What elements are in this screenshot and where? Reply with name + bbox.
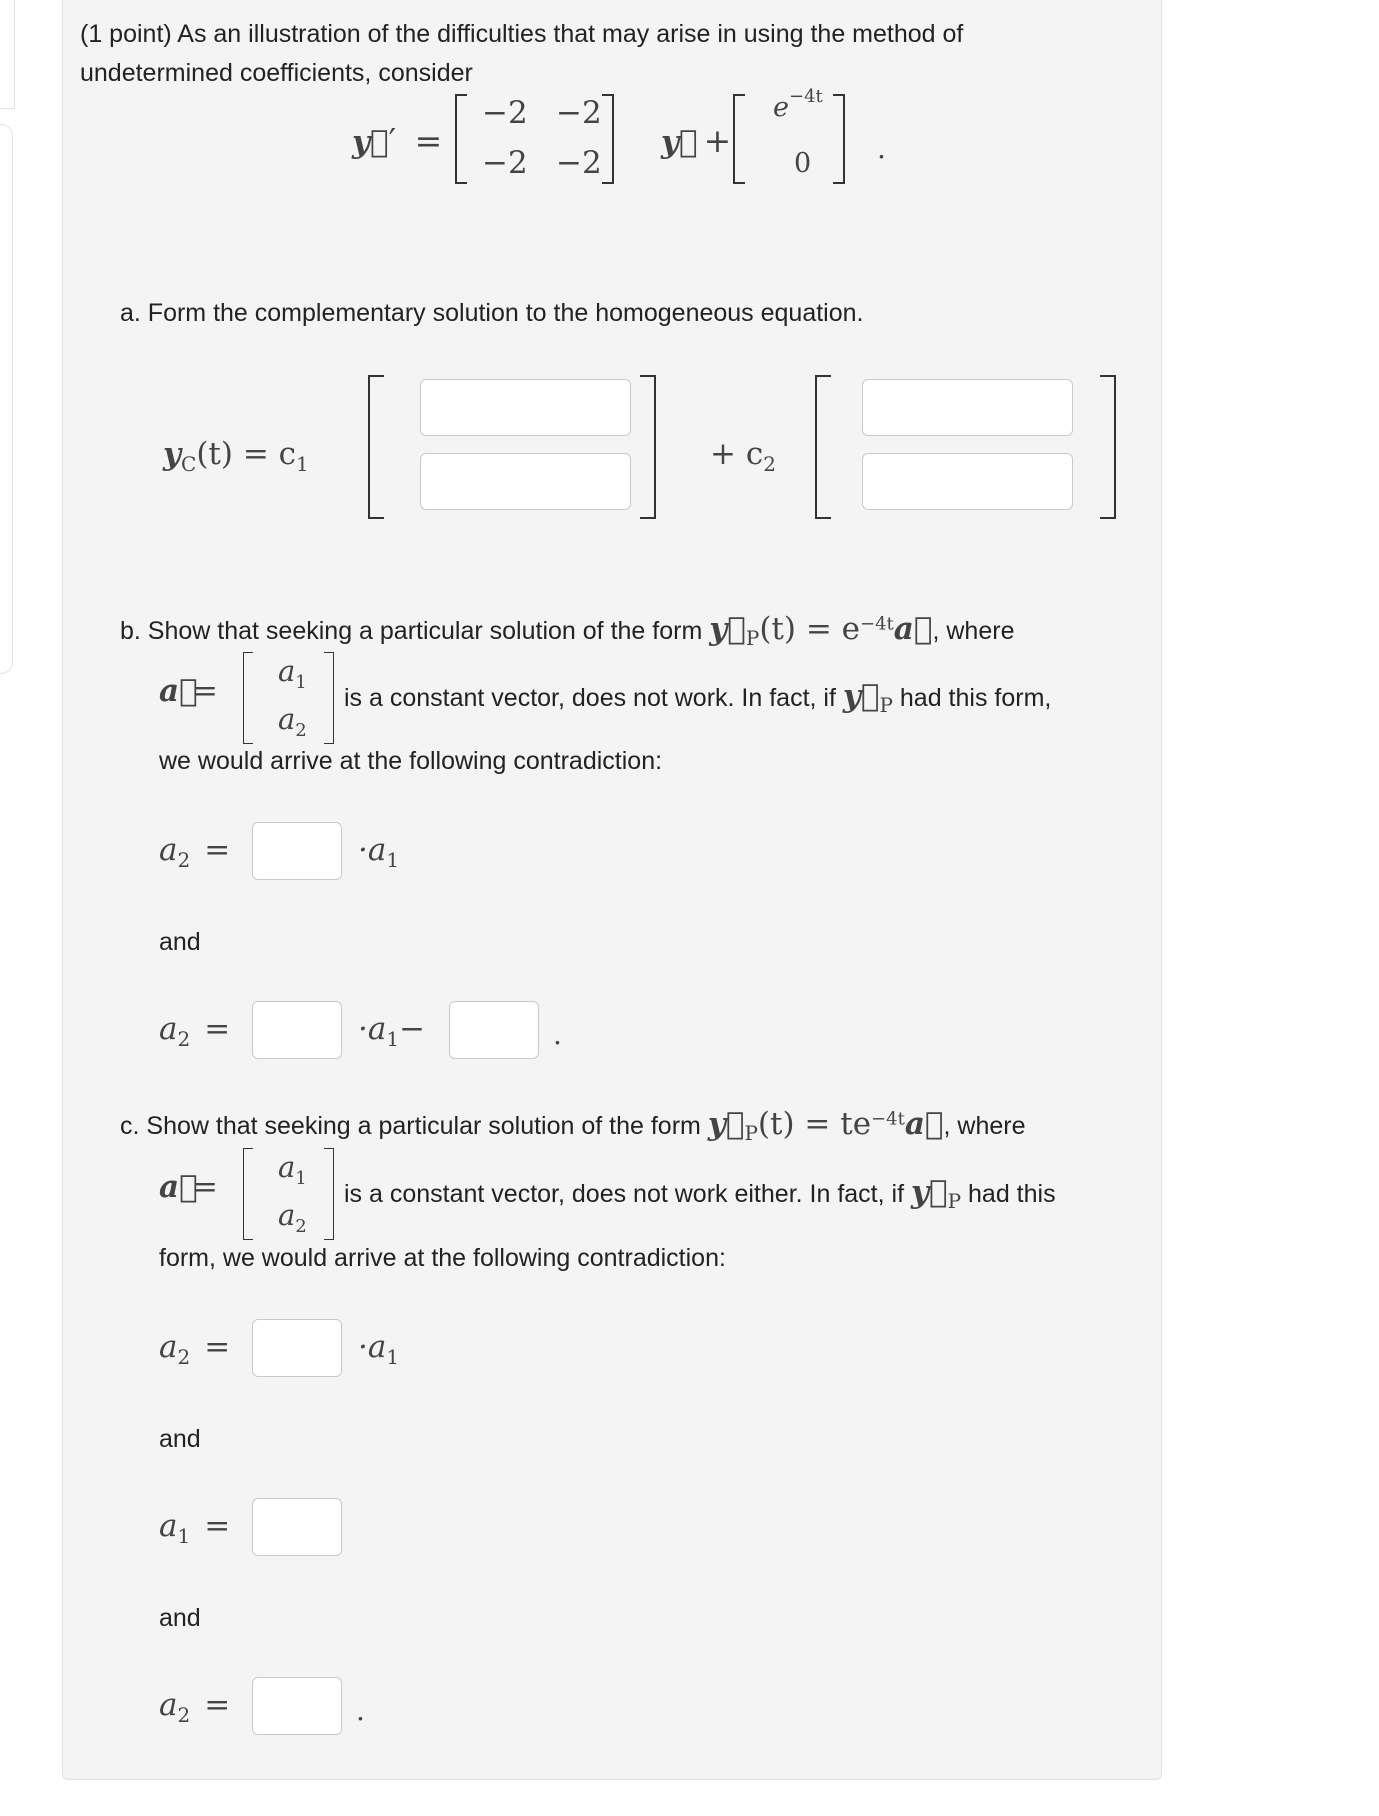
part-c-a-right-bracket [324,1148,334,1240]
vector2-left-bracket [815,375,831,519]
vector2-right-bracket [1100,375,1116,519]
part-b-eq2-const-input[interactable] [449,1001,539,1059]
part-c-eq1-rhs: $\cdot a_1$ [358,1329,400,1370]
part-b-vec-a: a⃗ [159,673,198,709]
forcing-exponent: −4t [788,86,823,107]
part-c-eq3-value-input[interactable] [252,1677,342,1735]
part-b-a-right-bracket [324,652,334,744]
part-b-eq1-lhs: $a_2$ = [159,832,231,873]
side-tab-middle [0,124,13,674]
part-c-eq3-period: . [356,1694,365,1727]
part-b-line2: is a constant vector, does not work. In fact, if $y⃗_P$ had this form, [344,678,1052,717]
part-a-c2: + $c_2$ [710,436,776,477]
part-b-eq2-rhs: $\cdot a_1-$ [358,1011,426,1052]
part-c-vec-a: a⃗ [159,1169,198,1205]
part-c-eq1-coef-input[interactable] [252,1319,342,1377]
part-a-lhs: $y_C(t) = c_1$ [163,436,309,477]
part-b-eq2-period: . [553,1018,562,1051]
part-c-eq1-lhs: $a_2$ = [159,1329,231,1370]
part-b-line1: b. Show that seeking a particular solution of the form $y⃗_P(t)$ = $e^{-4t}a⃗$, where [120,611,1015,650]
equation-y-plus: y⃗ + [661,121,732,160]
part-c-and-2: and [159,1604,201,1632]
part-c-a-left-bracket [243,1148,253,1240]
part-c-line2: is a constant vector, does not work either. In fact, if $y⃗_P$ had this [344,1174,1056,1213]
v1-top-input[interactable] [420,379,631,436]
part-c-and-1: and [159,1425,201,1453]
equation-period: . [877,132,886,165]
intro-line-2: undetermined coefficients, consider [80,59,473,87]
matrix-a11: −2 [482,95,528,131]
matrix-a22: −2 [556,145,602,181]
v2-bottom-input[interactable] [862,453,1073,510]
part-b-vec-a-equals: = [192,673,218,709]
part-c-a2: $a_2$ [278,1198,307,1237]
forcing-left-bracket [733,94,745,184]
part-c-eq3-lhs: $a_2$ = [159,1687,231,1728]
part-b-a2: $a_2$ [278,702,307,741]
part-c-eq2-value-input[interactable] [252,1498,342,1556]
forcing-right-bracket [833,94,845,184]
part-b-a1: $a_1$ [278,654,307,693]
part-a-text: a. Form the complementary solution to the homogeneous equation. [120,299,864,327]
part-c-a1: $a_1$ [278,1150,307,1189]
side-tab-top [0,0,15,109]
part-b-eq2-coef-input[interactable] [252,1001,342,1059]
v1-bottom-input[interactable] [420,453,631,510]
vector1-left-bracket [368,375,384,519]
matrix-a12: −2 [556,95,602,131]
part-b-a-left-bracket [243,652,253,744]
part-b-eq1-rhs: $\cdot a_1$ [358,832,400,873]
part-b-eq2-lhs: $a_2$ = [159,1011,231,1052]
part-c-vec-a-equals: = [192,1169,218,1205]
matrix-a21: −2 [482,145,528,181]
matrix-right-bracket [602,94,614,184]
vector1-right-bracket [640,375,656,519]
part-c-eq2-lhs: $a_1$ = [159,1508,231,1549]
part-b-eq1-coef-input[interactable] [252,822,342,880]
part-c-line1: c. Show that seeking a particular solution of the form $y⃗_P(t)$ = $te^{-4t}a⃗$, where [120,1106,1026,1145]
forcing-bottom: 0 [794,148,812,179]
part-c-line3: form, we would arrive at the following contradiction: [159,1244,726,1272]
part-b-line3: we would arrive at the following contradiction: [159,747,663,775]
part-b-and: and [159,928,201,956]
matrix-left-bracket [455,94,467,184]
forcing-top: $e^{-4t}$ [773,86,823,123]
intro-line-1: (1 point) As an illustration of the difficulties that may arise in using the method of [80,20,964,48]
equation-lhs: y⃗′ = [352,121,443,160]
v2-top-input[interactable] [862,379,1073,436]
